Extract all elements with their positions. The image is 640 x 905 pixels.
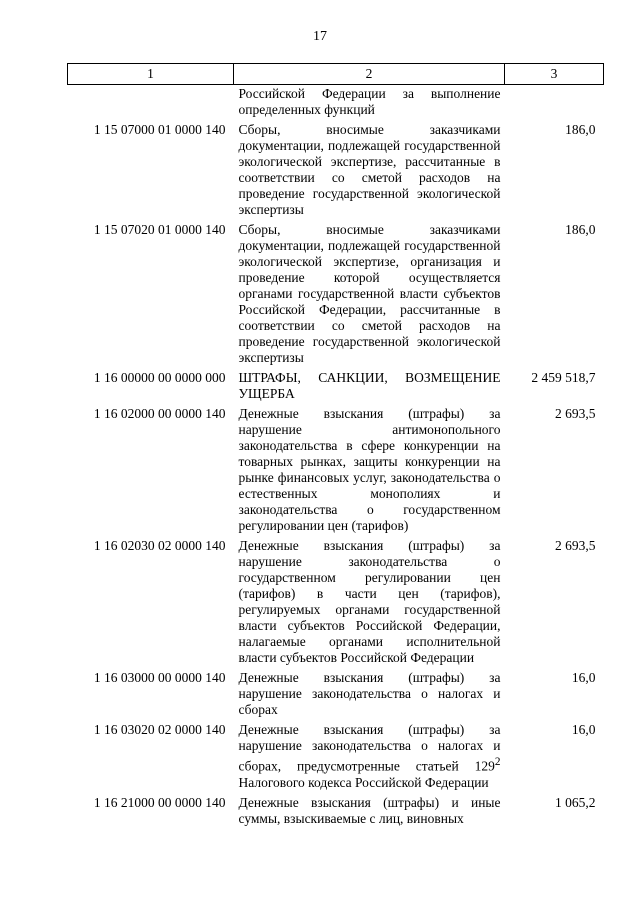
table-row bbox=[68, 85, 604, 119]
column-header-2: 2 bbox=[234, 64, 505, 85]
row-description-part: Денежные взыскания (штрафы) за нарушение законодательства о налогах и сборах, предусмотренные статьей 129 bbox=[238, 722, 501, 774]
row-description: Сборы, вносимые заказчиками документации, подлежащей государственной экологической экспертизе, организация и проведение которой осуществляется органами государственной власти субъектов Российской Федерации, рассчитанные в соответствии со сметой расходов на проведение государственной экологической экспертизы bbox=[238, 222, 501, 365]
row-amount: 16,0 bbox=[571, 722, 596, 737]
table-row bbox=[68, 218, 604, 366]
table-row bbox=[68, 718, 604, 791]
row-description: Сборы, вносимые заказчиками документации, подлежащей государственной экологической экспертизе, рассчитанные в соответствии со сметой расходов на проведение государственной экологической экспертизы bbox=[238, 122, 501, 217]
table-row bbox=[68, 366, 604, 402]
row-code: 1 16 21000 00 0000 140 bbox=[93, 794, 226, 810]
table-row bbox=[68, 402, 604, 534]
column-header-1: 1 bbox=[68, 64, 234, 85]
row-amount: 186,0 bbox=[565, 122, 596, 137]
row-code: 1 16 00000 00 0000 000 bbox=[93, 370, 226, 385]
row-code: 1 15 07020 01 0000 140 bbox=[93, 222, 226, 237]
row-code: 1 16 03000 00 0000 140 bbox=[93, 670, 226, 685]
table-row bbox=[68, 118, 604, 218]
superscript-article-number: 2 bbox=[494, 756, 501, 768]
table-row bbox=[68, 534, 604, 666]
table-header-row bbox=[68, 64, 604, 85]
row-code: 1 16 02000 00 0000 140 bbox=[93, 406, 226, 421]
row-amount: 2 459 518,7 bbox=[531, 370, 596, 385]
row-description: Денежные взыскания (штрафы) и иные суммы, взыскиваемые с лиц, виновных bbox=[238, 794, 501, 826]
row-description: Денежные взыскания (штрафы) за нарушение законодательства о государственном регулировании цен (тарифов) в части цен (тарифов), регулируемых органами государственной власти субъектов Российской Федерации, налагаемые органами исполнительной власти субъектов Российской Федерации bbox=[238, 538, 501, 665]
row-code: 1 16 02030 02 0000 140 bbox=[93, 538, 226, 553]
row-amount: 186,0 bbox=[565, 222, 596, 237]
table-row bbox=[68, 666, 604, 718]
column-header-3: 3 bbox=[505, 64, 604, 85]
row-description: ШТРАФЫ, САНКЦИИ, ВОЗМЕЩЕНИЕ УЩЕРБА bbox=[238, 370, 501, 401]
budget-table bbox=[67, 63, 604, 827]
row-amount: 1 065,2 bbox=[555, 794, 596, 810]
row-amount: 2 693,5 bbox=[555, 538, 596, 553]
row-description: Российской Федерации за выполнение определенных функций bbox=[238, 86, 501, 117]
row-code: 1 16 03020 02 0000 140 bbox=[93, 722, 226, 737]
row-amount bbox=[505, 85, 604, 119]
row-code: 1 15 07000 01 0000 140 bbox=[93, 122, 226, 137]
row-description bbox=[234, 718, 505, 791]
table-row bbox=[68, 791, 604, 827]
row-description: Денежные взыскания (штрафы) за нарушение антимонопольного законодательства в сфере конкуренции на товарных рынках, защиты конкуренции на рынке финансовых услуг, законодательства о естественных монополиях и законодательства о государственном регулировании цен (тарифов) bbox=[238, 406, 501, 533]
page-number: 17 bbox=[313, 29, 327, 44]
row-code bbox=[68, 85, 234, 119]
row-description: Денежные взыскания (штрафы) за нарушение законодательства о налогах и сборах bbox=[238, 670, 501, 717]
row-amount: 2 693,5 bbox=[555, 406, 596, 421]
row-amount: 16,0 bbox=[571, 670, 596, 685]
row-description-part: Налогового кодекса Российской Федерации bbox=[238, 774, 489, 790]
